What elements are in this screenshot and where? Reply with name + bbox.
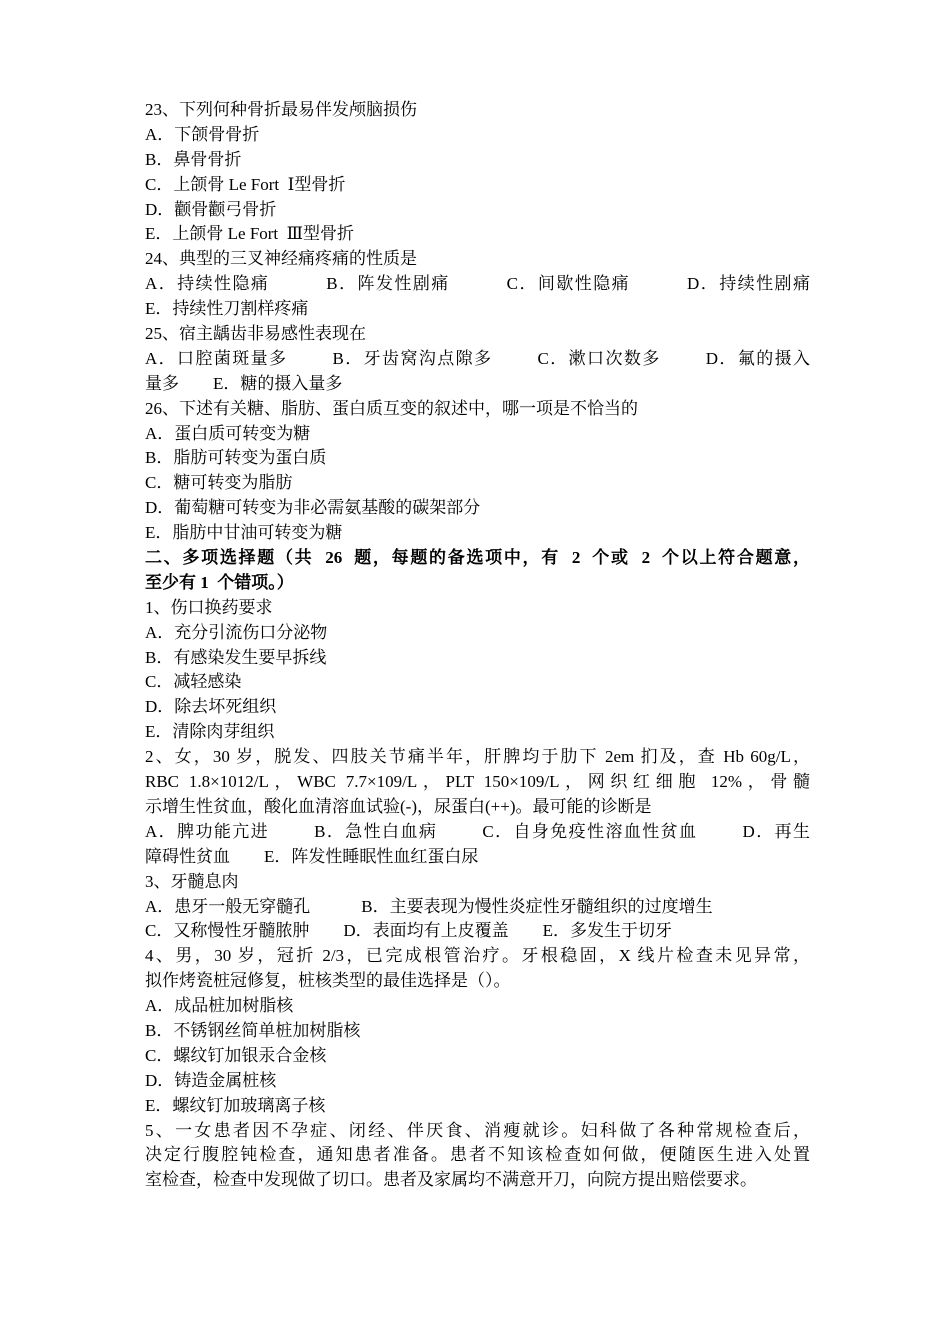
question-2-stem: 示增生性贫血，酸化血清溶血试验(-)，尿蛋白(++)。最可能的诊断是 xyxy=(145,796,652,816)
question-5-stem: 决定行腹腔钝检查，通知患者准备。患者不知该检查如何做，便随医生进入处置 xyxy=(145,1145,810,1165)
option-line: D．颧骨颧弓骨折 xyxy=(145,199,277,219)
option-line: E．脂肪中甘油可转变为糖 xyxy=(145,523,343,543)
question-24-stem: 24、典型的三叉神经痛疼痛的性质是 xyxy=(145,249,417,269)
question-4-stem: 拟作烤瓷桩冠修复，桩核类型的最佳选择是（）。 xyxy=(145,971,511,991)
question-2-stem: RBC 1.8×1012/L，WBC 7.7×109/L，PLT 150×109/L，网织红细胞 12%，骨髓 xyxy=(145,772,810,792)
option-line: B．不锈钢丝简单桩加树脂核 xyxy=(145,1020,361,1040)
question-3-stem: 3、牙髓息肉 xyxy=(145,871,239,891)
option-line: 障碍性贫血 E．阵发性睡眠性血红蛋白尿 xyxy=(145,846,479,866)
option-line: A．患牙一般无穿髓孔 B．主要表现为慢性炎症性牙髓组织的过度增生 xyxy=(145,896,713,916)
option-line: C．减轻感染 xyxy=(145,672,242,692)
section-heading: 至少有 1 个错项。） xyxy=(145,572,294,592)
option-line: A．成品桩加树脂核 xyxy=(145,996,294,1016)
option-line: A．充分引流伤口分泌物 xyxy=(145,622,328,642)
option-line: E．上颌骨 Le Fort Ⅲ型骨折 xyxy=(145,224,355,244)
question-4-stem: 4、男，30 岁，冠折 2/3，已完成根管治疗。牙根稳固，X 线片检查未见异常， xyxy=(145,946,810,966)
document-body xyxy=(145,98,810,1193)
option-line: C．螺纹钉加银汞合金核 xyxy=(145,1045,327,1065)
option-line: A．脾功能亢进 B．急性白血病 C．自身免疫性溶血性贫血 D．再生 xyxy=(145,821,810,841)
option-line: D．铸造金属桩核 xyxy=(145,1070,277,1090)
option-line: 量多 E．糖的摄入量多 xyxy=(145,373,343,393)
option-line: A．下颌骨骨折 xyxy=(145,124,260,144)
option-line: D．葡萄糖可转变为非必需氨基酸的碳架部分 xyxy=(145,498,481,518)
option-line: E．持续性刀割样疼痛 xyxy=(145,299,309,319)
option-line: C．上颌骨 Le Fort Ⅰ型骨折 xyxy=(145,174,346,194)
section-heading: 二、多项选择题（共 26 题，每题的备选项中，有 2 个或 2 个以上符合题意， xyxy=(145,548,810,568)
option-line: C．又称慢性牙髓脓肿 D．表面均有上皮覆盖 E．多发生于切牙 xyxy=(145,921,672,941)
option-line: A．蛋白质可转变为糖 xyxy=(145,423,311,443)
option-line: B．脂肪可转变为蛋白质 xyxy=(145,448,327,468)
option-line: A．持续性隐痛 B．阵发性剧痛 C．间歇性隐痛 D．持续性剧痛 xyxy=(145,274,810,294)
question-23-stem: 23、下列何种骨折最易伴发颅脑损伤 xyxy=(145,100,417,119)
option-line: E．螺纹钉加玻璃离子核 xyxy=(145,1095,326,1115)
option-line: E．清除肉芽组织 xyxy=(145,722,275,742)
question-25-stem: 25、宿主龋齿非易感性表现在 xyxy=(145,324,366,344)
question-26-stem: 26、下述有关糖、脂肪、蛋白质互变的叙述中，哪一项是不恰当的 xyxy=(145,398,638,418)
question-1-stem: 1、伤口换药要求 xyxy=(145,597,273,617)
question-2-stem: 2、女，30 岁，脱发、四肢关节痛半年，肝脾均于肋下 2em 扪及，查 Hb 60g/L， xyxy=(145,747,810,767)
question-5-stem: 室检查，检查中发现做了切口。患者及家属均不满意开刀，向院方提出赔偿要求。 xyxy=(145,1170,757,1190)
option-line: A．口腔菌斑量多 B．牙齿窝沟点隙多 C．漱口次数多 D．氟的摄入 xyxy=(145,348,810,368)
option-line: B．鼻骨骨折 xyxy=(145,149,242,169)
option-line: C．糖可转变为脂肪 xyxy=(145,473,293,493)
question-5-stem: 5、一女患者因不孕症、闭经、伴厌食、消瘦就诊。妇科做了各种常规检查后， xyxy=(145,1120,810,1140)
option-line: B．有感染发生要早拆线 xyxy=(145,647,327,667)
option-line: D．除去坏死组织 xyxy=(145,697,277,717)
